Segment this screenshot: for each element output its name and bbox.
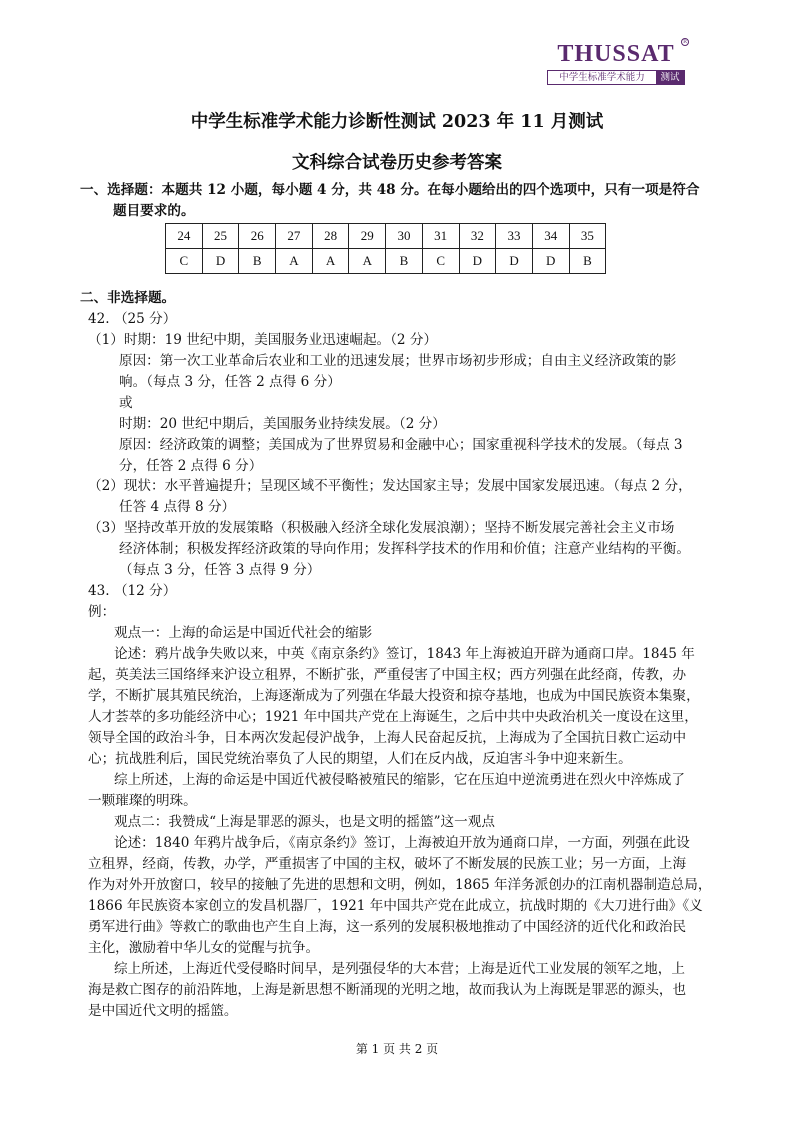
answer-cell: D [202,249,239,274]
answer-cell: B [569,249,606,274]
q43-line: 作为对外开放窗口，较早的接触了先进的思想和文明，例如，1865 年洋务派创办的江南机器制造总局， [88,877,712,893]
question-number: 34 [532,224,569,249]
question-number: 28 [312,224,349,249]
q43-line: 综上所述，上海的命运是中国近代被侵略被殖民的缩影，它在压迫中逆流勇进在烈火中淬炼成了 [114,772,685,788]
q43-line: 勇军进行曲》等救亡的歌曲也产生自上海，这一系列的发展积极地推动了中国经济的近代化和政治民 [88,919,687,935]
q43-line: 心；抗战胜利后，国民党统治辜负了人民的期望，人们在反内战，反迫害斗争中迎来新生。 [88,751,632,767]
q43-line: 海是救亡图存的前沿阵地，上海是新思想不断涌现的光明之地，故而我认为上海既是罪恶的源头，也 [88,982,687,998]
q42-line: （每点 3 分，任答 3 点得 9 分） [119,562,321,578]
q43-example-label: 例： [88,604,116,620]
logo-name: THUSSAT [557,41,675,67]
answer-cell: D [496,249,533,274]
answer-cell: A [312,249,349,274]
q42-line: 或 [119,395,133,411]
q42-line: 经济体制；积极发挥经济政策的导向作用；发挥科学技术的作用和价值；注意产业结构的平衡。 [119,541,690,557]
q42-line: （2）现状：水平普遍提升；呈现区域不平衡性；发达国家主导；发展中国家发展迅速。（每点 2 分， [88,478,692,494]
question-number: 29 [349,224,386,249]
answer-cell: B [239,249,276,274]
document-title: 中学生标准学术能力诊断性测试 2023 年 11 月测试 [190,112,604,132]
q43-line: 起，英美法三国络绎来沪设立租界，不断扩张，严重侵害了中国主权；西方列强在此经商，传教，办 [88,667,687,683]
q42-line: 响。（每点 3 分，任答 2 点得 6 分） [119,374,341,390]
q43-header: 43. （12 分） [88,583,177,599]
q43-line: 主化，激励着中华儿女的觉醒与抗争。 [88,940,320,956]
q42-line: 任答 4 点得 8 分） [119,499,236,515]
q43-line: 学，不断扩展其殖民统治，上海逐渐成为了列强在华最大投资和掠夺基地，也成为中国民族资本集聚， [88,688,700,704]
answer-cell: A [349,249,386,274]
question-number: 30 [386,224,423,249]
section1-heading-line2: 题目要求的。 [113,203,195,219]
q42-line: 原因：第一次工业革命后农业和工业的迅速发展；世界市场初步形成；自由主义经济政策的影 [119,353,677,369]
q43-line: 论述：鸦片战争失败以来，中英《南京条约》签订，1843 年上海被迫开辟为通商口岸。1845 年 [114,646,695,662]
answer-table-numbers-row [166,224,606,249]
q43-line: 论述：1840 年鸦片战争后，《南京条约》签订，上海被迫开放为通商口岸，一方面，列强在此设 [114,835,690,851]
thussat-logo [547,40,689,86]
answer-cell: D [532,249,569,274]
answer-table [165,223,606,274]
answer-cell: D [459,249,496,274]
q42-header: 42. （25 分） [88,311,177,327]
question-number: 31 [422,224,459,249]
question-number: 33 [496,224,533,249]
question-number: 27 [276,224,313,249]
q43-line: 1866 年民族资本家创立的发昌机器厂，1921 年中国共产党在此成立，抗战时期的《大刀进行曲》《义 [88,898,703,914]
answer-cell: C [422,249,459,274]
q43-line: 一颗璀璨的明珠。 [88,793,197,809]
q43-line: 观点一：上海的命运是中国近代社会的缩影 [114,625,373,641]
section2-heading: 二、非选择题。 [80,290,176,306]
question-number: 32 [459,224,496,249]
logo-bar [547,70,685,85]
q43-line: 人才荟萃的多功能经济中心；1921 年中国共产党在上海诞生，之后中共中央政治机关一度设在这里， [88,709,698,725]
q42-line: 时期：20 世纪中期后，美国服务业持续发展。（2 分） [119,416,446,432]
q43-line: 领导全国的政治斗争，日本两次发起侵沪战争，上海人民奋起反抗，上海成为了全国抗日救亡运动中 [88,730,687,746]
question-number: 24 [166,224,203,249]
answer-cell: A [276,249,313,274]
q42-line: 分，任答 2 点得 6 分） [119,458,263,474]
question-number: 35 [569,224,606,249]
answer-cell: C [166,249,203,274]
page-footer: 第 1 页 共 2 页 [355,1042,439,1056]
logo-tag: 测试 [656,71,684,84]
logo-subtitle: 中学生标准学术能力 [559,72,645,83]
answer-table-answers-row [166,249,606,274]
document-subtitle: 文科综合试卷历史参考答案 [292,153,502,173]
registered-mark: R [681,38,689,46]
q42-line: （3）坚持改革开放的发展策略（积极融入经济全球化发展浪潮）；坚持不断发展完善社会主义市场 [88,520,675,536]
q42-line: （1）时期：19 世纪中期，美国服务业迅速崛起。（2 分） [88,332,438,348]
section1-heading-line1: 一、选择题：本题共 12 小题，每小题 4 分，共 48 分。在每小题给出的四个选项中，只有一项是符合 [80,182,700,198]
answer-cell: B [386,249,423,274]
q43-line: 是中国近代文明的摇篮。 [88,1003,238,1019]
question-number: 25 [202,224,239,249]
q43-line: 观点二：我赞成“上海是罪恶的源头，也是文明的摇篮”这一观点 [114,814,495,830]
q42-line: 原因：经济政策的调整；美国成为了世界贸易和金融中心；国家重视科学技术的发展。（每点 3 [119,437,683,453]
q43-line: 综上所述，上海近代受侵略时间早，是列强侵华的大本营；上海是近代工业发展的领军之地，上 [114,961,685,977]
question-number: 26 [239,224,276,249]
q43-line: 立租界，经商，传教，办学，严重损害了中国的主权，破坏了不断发展的民族工业；另一方面，上海 [88,856,687,872]
